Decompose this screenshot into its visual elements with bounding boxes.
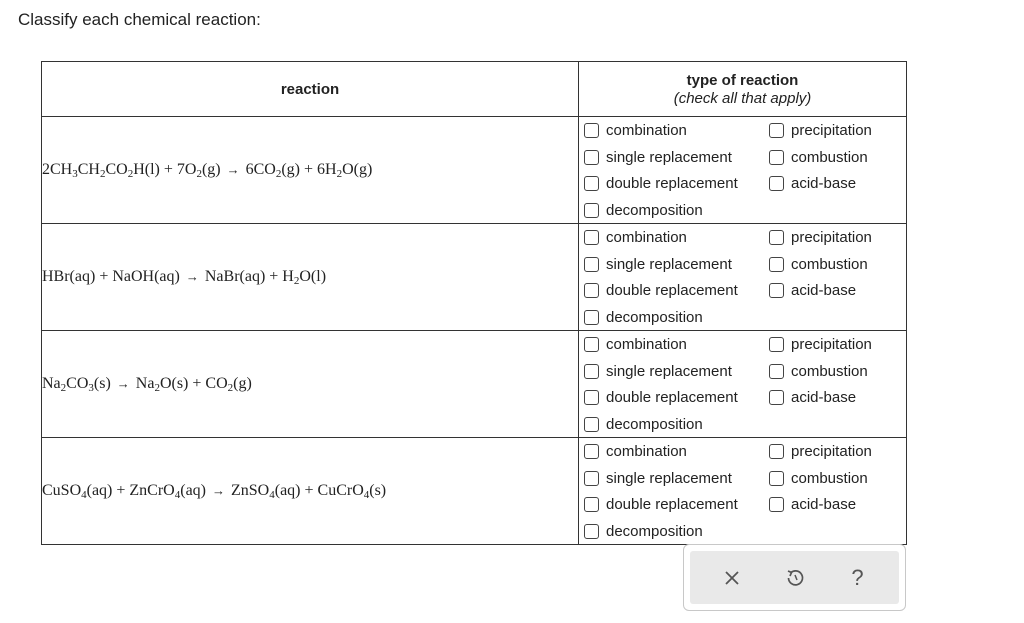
checkbox-box[interactable] (584, 524, 599, 539)
checkbox-decomposition[interactable]: decomposition (584, 416, 703, 433)
reaction-arrow-icon: → (116, 376, 130, 391)
reaction-row-1 (42, 117, 907, 224)
help-button[interactable] (838, 558, 878, 598)
reaction-row-4 (42, 438, 907, 545)
checkbox-box[interactable] (584, 283, 599, 298)
checkbox-box[interactable] (584, 257, 599, 272)
checkbox-combination[interactable]: combination (584, 336, 687, 353)
undo-icon (785, 568, 805, 588)
checkbox-double-replacement[interactable]: double replacement (584, 175, 738, 192)
checkbox-precipitation[interactable]: precipitation (769, 229, 872, 246)
reaction-arrow-icon: → (226, 162, 240, 177)
checkbox-double-replacement[interactable]: double replacement (584, 496, 738, 513)
checkbox-combination[interactable]: combination (584, 229, 687, 246)
checkbox-precipitation[interactable]: precipitation (769, 443, 872, 460)
checkbox-combustion[interactable]: combustion (769, 256, 868, 273)
checkbox-acid-base[interactable]: acid-base (769, 496, 856, 513)
prompt-text: Classify each chemical reaction: (18, 10, 261, 29)
help-icon: ? (851, 564, 864, 590)
checkbox-box[interactable] (584, 150, 599, 165)
checkbox-box[interactable] (769, 471, 784, 486)
checkbox-box[interactable] (769, 150, 784, 165)
checkbox-precipitation[interactable]: precipitation (769, 336, 872, 353)
reaction-equation-3: $Na_2CO_3(s) \to Na_2O(s) + CO_2(g)$ (42, 331, 579, 438)
reaction-column-header: reaction (42, 62, 579, 117)
checkbox-single-replacement[interactable]: single replacement (584, 470, 732, 487)
reaction-equation-4: CuSO$_4$(aq) + ZnCrO$_4$(aq) → ZnSO$_4$(aq) + CuCrO$_4$(s) (42, 438, 579, 545)
checkbox-precipitation[interactable]: precipitation (769, 122, 872, 139)
checkbox-decomposition[interactable]: decomposition (584, 523, 703, 540)
checkbox-box[interactable] (769, 364, 784, 379)
checkbox-combustion[interactable]: combustion (769, 470, 868, 487)
reaction-options-4 (579, 438, 907, 545)
reaction-options-1 (579, 117, 907, 224)
toolbar-inner (690, 551, 899, 604)
type-header-note: (check all that apply) (673, 89, 812, 107)
reaction-equation-1: $2CH_3CH_2CO_2H(l) + 7O_2(g) \to 6CO_2(g) + 6H_2O(g)$ (42, 117, 579, 224)
checkbox-combination[interactable]: combination (584, 443, 687, 460)
checkbox-box[interactable] (769, 444, 784, 459)
checkbox-box[interactable] (584, 417, 599, 432)
checkbox-decomposition[interactable]: decomposition (584, 309, 703, 326)
checkbox-box[interactable] (584, 471, 599, 486)
checkbox-box[interactable] (584, 123, 599, 138)
reaction-row-3 (42, 331, 907, 438)
checkbox-box[interactable] (584, 390, 599, 405)
checkbox-box[interactable] (584, 497, 599, 512)
checkbox-box[interactable] (584, 203, 599, 218)
checkbox-box[interactable] (584, 176, 599, 191)
checkbox-decomposition[interactable]: decomposition (584, 202, 703, 219)
reaction-table (41, 61, 907, 545)
checkbox-box[interactable] (584, 444, 599, 459)
checkbox-box[interactable] (769, 176, 784, 191)
clear-button[interactable] (712, 558, 752, 598)
checkbox-double-replacement[interactable]: double replacement (584, 389, 738, 406)
checkbox-box[interactable] (584, 337, 599, 352)
checkbox-box[interactable] (769, 390, 784, 405)
checkbox-box[interactable] (769, 497, 784, 512)
reaction-arrow-icon: → (212, 483, 225, 498)
checkbox-acid-base[interactable]: acid-base (769, 389, 856, 406)
checkbox-single-replacement[interactable]: single replacement (584, 149, 732, 166)
undo-button[interactable] (775, 558, 815, 598)
answer-toolbar (683, 544, 906, 611)
table-header-row (42, 62, 907, 117)
checkbox-acid-base[interactable]: acid-base (769, 175, 856, 192)
checkbox-box[interactable] (769, 123, 784, 138)
checkbox-combustion[interactable]: combustion (769, 149, 868, 166)
checkbox-single-replacement[interactable]: single replacement (584, 363, 732, 380)
reaction-arrow-icon: → (185, 269, 199, 284)
checkbox-combustion[interactable]: combustion (769, 363, 868, 380)
checkbox-acid-base[interactable]: acid-base (769, 282, 856, 299)
reaction-options-2 (579, 224, 907, 331)
type-column-header (579, 62, 907, 117)
close-icon (723, 569, 741, 587)
checkbox-box[interactable] (769, 337, 784, 352)
reaction-options-3 (579, 331, 907, 438)
checkbox-box[interactable] (584, 310, 599, 325)
checkbox-box[interactable] (584, 364, 599, 379)
checkbox-box[interactable] (584, 230, 599, 245)
reaction-row-2 (42, 224, 907, 331)
type-header-title: type of reaction (686, 71, 799, 89)
checkbox-box[interactable] (769, 230, 784, 245)
checkbox-double-replacement[interactable]: double replacement (584, 282, 738, 299)
checkbox-single-replacement[interactable]: single replacement (584, 256, 732, 273)
checkbox-box[interactable] (769, 257, 784, 272)
checkbox-box[interactable] (769, 283, 784, 298)
reaction-equation-2: HBr(aq) + NaOH(aq) → NaBr(aq) + $H_2O(l)$ (42, 224, 579, 331)
checkbox-combination[interactable]: combination (584, 122, 687, 139)
